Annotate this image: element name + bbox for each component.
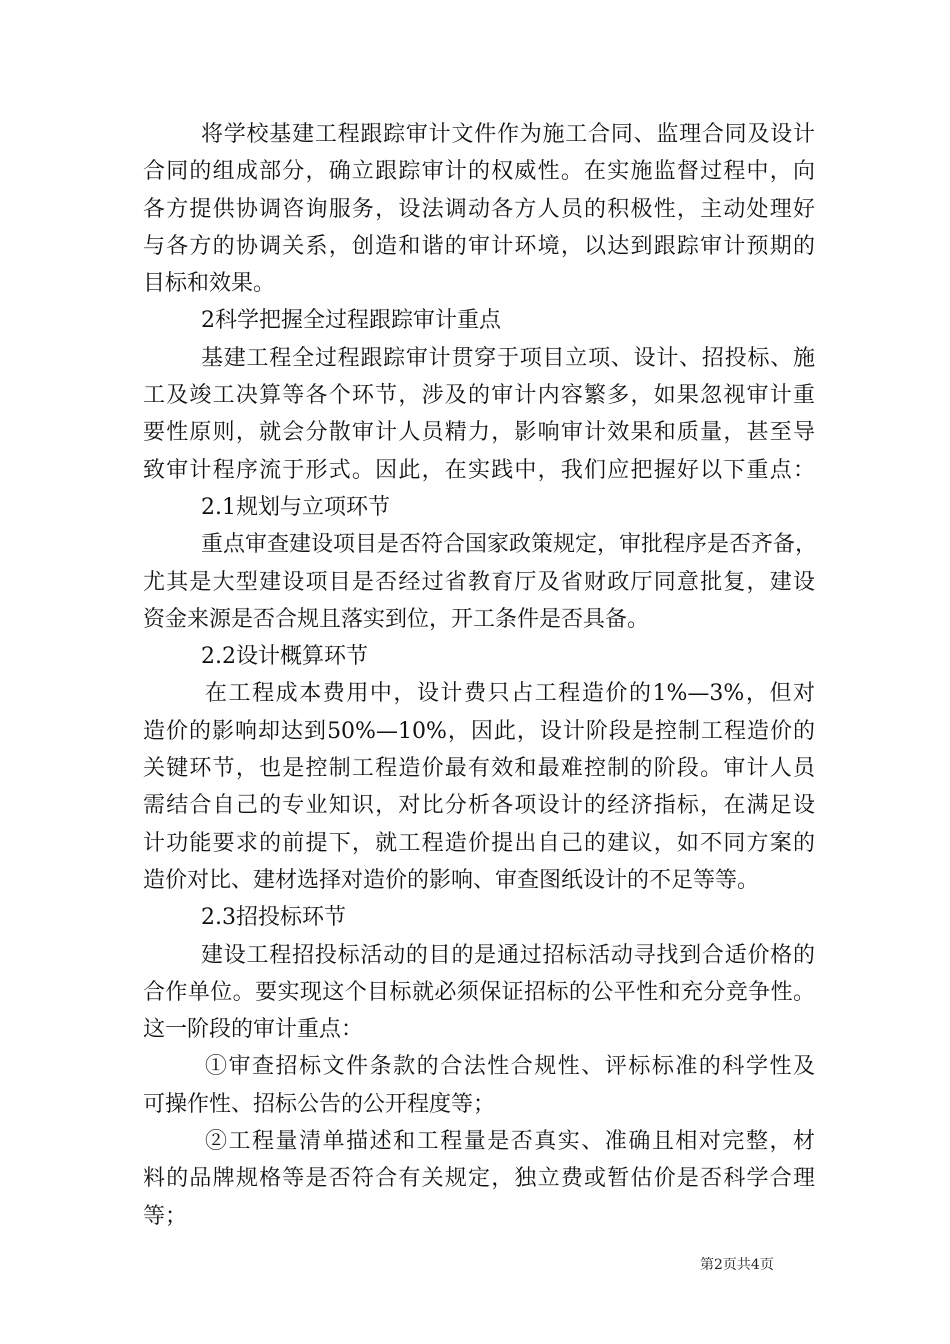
text-line: 2.2设计概算环节	[201, 644, 368, 670]
text-line: 目标和效果。	[143, 271, 276, 297]
text-line: 尤其是大型建设项目是否经过省教育厅及省财政厅同意批复，建设	[143, 569, 815, 595]
document-body	[143, 116, 818, 1235]
text-line: 资金来源是否合规且落实到位，开工条件是否具备。	[143, 606, 650, 632]
text-line: 2.3招投标环节	[201, 905, 346, 931]
text-line: 计功能要求的前提下，就工程造价提出自己的建议，如不同方案的	[143, 830, 815, 856]
text-line: 造价对比、建材选择对造价的影响、审查图纸设计的不足等等。	[143, 867, 760, 893]
text-line: 2.1规划与立项环节	[201, 494, 390, 520]
text-line: 造价的影响却达到50%—10%，因此，设计阶段是控制工程造价的	[143, 718, 815, 744]
text-line: 需结合自己的专业知识，对比分析各项设计的经济指标，在满足设	[143, 793, 815, 819]
text-line: 2科学把握全过程跟踪审计重点	[201, 308, 501, 334]
text-line: ②工程量清单描述和工程量是否真实、准确且相对完整，材	[205, 1129, 815, 1155]
text-line: 料的品牌规格等是否符合有关规定，独立费或暂估价是否科学合理	[143, 1166, 815, 1192]
text-line: 工及竣工决算等各个环节，涉及的审计内容繁多，如果忽视审计重	[143, 383, 815, 409]
text-line: 关键环节，也是控制工程造价最有效和最难控制的阶段。审计人员	[143, 756, 815, 782]
text-line: 致审计程序流于形式。因此，在实践中，我们应把握好以下重点：	[143, 457, 815, 483]
text-line: 基建工程全过程跟踪审计贯穿于项目立项、设计、招投标、施	[201, 345, 815, 371]
text-line: 这一阶段的审计重点：	[143, 1017, 364, 1043]
text-line: 重点审查建设项目是否符合国家政策规定，审批程序是否齐备，	[201, 532, 818, 558]
page-number: 第2页共4页	[700, 1257, 774, 1273]
text-line: 合作单位。要实现这个目标就必须保证招标的公平性和充分竞争性。	[143, 979, 815, 1005]
text-line: 合同的组成部分，确立跟踪审计的权威性。在实施监督过程中，向	[143, 159, 815, 185]
text-line: ①审查招标文件条款的合法性合规性、评标标准的科学性及	[205, 1054, 815, 1080]
text-line: 各方提供协调咨询服务，设法调动各方人员的积极性，主动处理好	[143, 196, 815, 222]
text-line: 在工程成本费用中，设计费只占工程造价的1%—3%，但对	[205, 681, 815, 707]
text-line: 等；	[143, 1203, 188, 1229]
text-line: 将学校基建工程跟踪审计文件作为施工合同、监理合同及设计	[201, 122, 815, 147]
text-line: 可操作性、招标公告的公开程度等；	[143, 1091, 496, 1117]
text-line: 与各方的协调关系，创造和谐的审计环境，以达到跟踪审计预期的	[143, 233, 815, 259]
text-line: 建设工程招投标活动的目的是通过招标活动寻找到合适价格的	[201, 942, 815, 968]
text-line: 要性原则，就会分散审计人员精力，影响审计效果和质量，甚至导	[143, 420, 815, 446]
